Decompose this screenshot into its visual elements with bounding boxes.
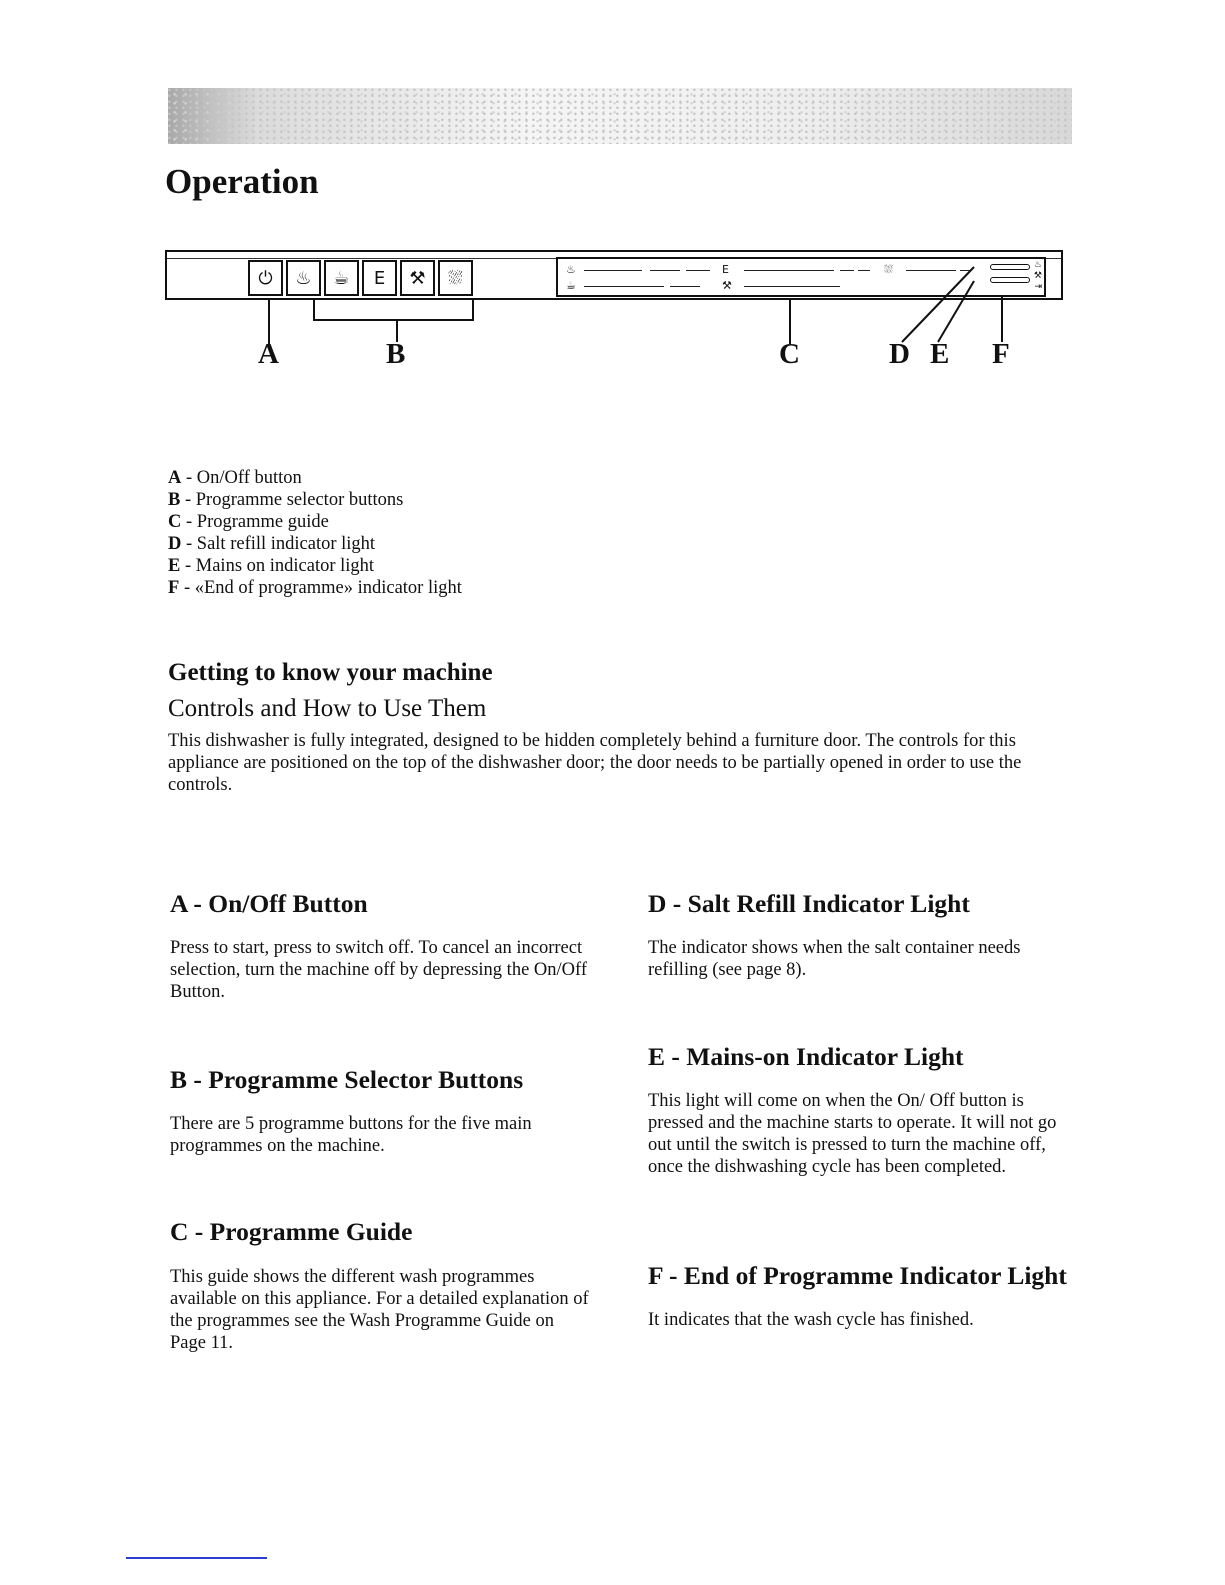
control-legend: [168, 467, 462, 599]
legend-item: F - «End of programme» indicator light: [168, 578, 462, 598]
section-d-body: The indicator shows when the salt container needs refilling (see page 8).: [648, 938, 1021, 980]
section-c-title: C - Programme Guide: [170, 1217, 413, 1246]
guide-symbol-rinse: ⚒: [722, 279, 732, 292]
programme-button-row: [248, 260, 476, 298]
programme-1-button[interactable]: ♨: [286, 260, 321, 296]
programme-3-button[interactable]: E: [362, 260, 397, 296]
legend-item: D - Salt refill indicator light: [168, 534, 376, 554]
guide-symbol-normal: ☕: [566, 279, 576, 292]
callout-label-f: F: [992, 338, 1010, 370]
programme-2-button[interactable]: ☕: [324, 260, 359, 296]
section-b-title: B - Programme Selector Buttons: [170, 1065, 524, 1094]
section-e-body: This light will come on when the On/ Off button is pressed and the machine starts to operate. It will not go out until the switch is pressed to turn the machine off, once the dishwashing cycle has been completed.: [648, 1091, 1057, 1177]
programme-4-button[interactable]: ⚒: [400, 260, 435, 296]
section-c-body: This guide shows the different wash programmes available on this appliance. For a detailed explanation of the programmes see the Wash Programme Guide on Page 11.: [170, 1267, 589, 1353]
intro-heading: Getting to know your machine: [168, 659, 493, 686]
section-a-title: A - On/Off Button: [170, 889, 368, 918]
guide-symbol-end: ⇥: [1034, 282, 1042, 292]
callout-label-d: D: [889, 338, 910, 370]
programme-5-button[interactable]: ⛆: [438, 260, 473, 296]
guide-symbol-intensive: ♨: [566, 263, 576, 276]
guide-symbol-mains: ⚒: [1033, 271, 1042, 281]
section-d-title: D - Salt Refill Indicator Light: [648, 889, 970, 918]
header-banner: [168, 88, 1072, 144]
legend-item: A - On/Off button: [168, 468, 302, 488]
intro-subheading: Controls and How to Use Them: [168, 695, 487, 722]
section-f-title: F - End of Programme Indicator Light: [648, 1261, 1067, 1290]
guide-symbol-prewash: ⛆: [884, 263, 893, 276]
callout-label-e: E: [930, 338, 950, 370]
page-title: Operation: [165, 162, 319, 201]
callout-line-b-bar: [313, 319, 474, 321]
legend-item: E - Mains on indicator light: [168, 556, 375, 576]
intro-body: This dishwasher is fully integrated, designed to be hidden completely behind a furniture door. The controls for this appliance are positioned on the top of the dishwasher door; the door needs to be partially opened in order to use the controls.: [168, 731, 1022, 795]
guide-symbol-economy: E: [722, 263, 729, 276]
section-e-title: E - Mains-on Indicator Light: [648, 1042, 964, 1071]
callout-label-a: A: [258, 338, 279, 370]
callout-line-b-right: [472, 300, 474, 320]
callout-label-c: C: [779, 338, 800, 370]
legend-item: B - Programme selector buttons: [168, 490, 404, 510]
footer-link-underline: [126, 1557, 267, 1559]
legend-item: C - Programme guide: [168, 512, 329, 532]
callout-label-b: B: [386, 338, 406, 370]
section-b-body: There are 5 programme buttons for the five main programmes on the machine.: [170, 1114, 532, 1156]
on-off-button[interactable]: ⏻: [248, 260, 283, 296]
guide-symbol-salt: ♨: [1033, 260, 1042, 270]
callout-line-b-left: [313, 300, 315, 320]
section-a-body: Press to start, press to switch off. To cancel an incorrect selection, turn the machine off by depressing the On/Off Button.: [170, 938, 587, 1002]
section-f-body: It indicates that the wash cycle has finished.: [648, 1310, 974, 1330]
